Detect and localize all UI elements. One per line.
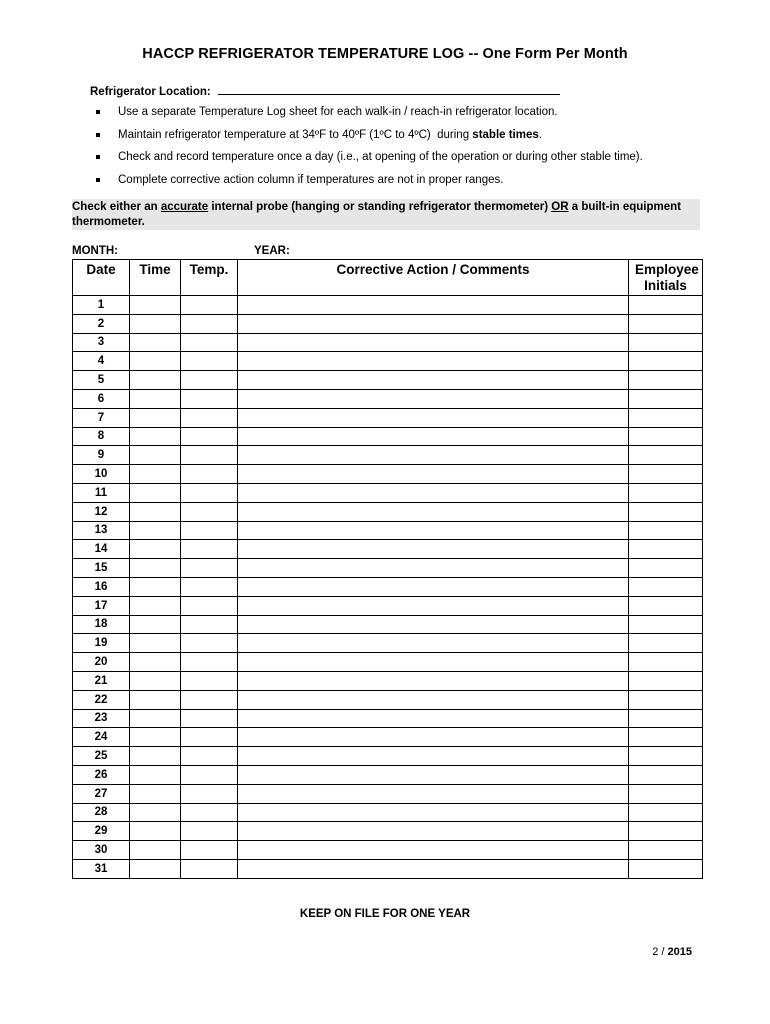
initials-cell[interactable]	[629, 577, 703, 596]
date-cell: 8	[73, 427, 130, 446]
initials-cell[interactable]	[629, 784, 703, 803]
corrective-action-cell[interactable]	[238, 465, 629, 484]
time-cell[interactable]	[130, 841, 181, 860]
temp-cell[interactable]	[181, 408, 238, 427]
date-cell: 30	[73, 841, 130, 860]
time-cell[interactable]	[130, 577, 181, 596]
temp-cell[interactable]	[181, 822, 238, 841]
footer-revision: 2 / 2015	[652, 946, 692, 958]
temp-cell[interactable]	[181, 728, 238, 747]
temp-cell[interactable]	[181, 653, 238, 672]
year-label: YEAR:	[254, 245, 290, 257]
corrective-action-cell[interactable]	[238, 483, 629, 502]
temp-cell[interactable]	[181, 765, 238, 784]
time-cell[interactable]	[130, 634, 181, 653]
table-row	[73, 653, 703, 672]
table-row	[73, 709, 703, 728]
location-label: Refrigerator Location:	[90, 86, 211, 98]
list-item: Check and record temperature once a day (i.e., at opening of the operation or during other stable time).	[93, 150, 643, 173]
initials-cell[interactable]	[629, 446, 703, 465]
table-row	[73, 465, 703, 484]
list-item: Complete corrective action column if temperatures are not in proper ranges.	[93, 173, 643, 196]
corrective-action-cell[interactable]	[238, 728, 629, 747]
bullet-square-icon	[96, 110, 100, 114]
initials-cell[interactable]	[629, 389, 703, 408]
time-cell[interactable]	[130, 333, 181, 352]
time-cell[interactable]	[130, 540, 181, 559]
time-cell[interactable]	[130, 690, 181, 709]
initials-cell[interactable]	[629, 296, 703, 315]
date-cell: 29	[73, 822, 130, 841]
initials-cell[interactable]	[629, 822, 703, 841]
temp-cell[interactable]	[181, 596, 238, 615]
temp-cell[interactable]	[181, 859, 238, 878]
corrective-action-cell[interactable]	[238, 822, 629, 841]
table-row	[73, 634, 703, 653]
table-row	[73, 502, 703, 521]
bullet-square-icon	[96, 133, 100, 137]
date-cell: 16	[73, 577, 130, 596]
date-cell: 12	[73, 502, 130, 521]
thermometer-notice: Check either an accurate internal probe (hanging or standing refrigerator thermometer) OR a built-in equipment thermometer.	[72, 199, 700, 230]
time-cell[interactable]	[130, 389, 181, 408]
refrigerator-location-field	[90, 83, 560, 98]
date-cell: 28	[73, 803, 130, 822]
time-cell[interactable]	[130, 371, 181, 390]
date-cell: 20	[73, 653, 130, 672]
table-row	[73, 728, 703, 747]
table-row	[73, 671, 703, 690]
table-row	[73, 822, 703, 841]
date-cell: 4	[73, 352, 130, 371]
temp-cell[interactable]	[181, 690, 238, 709]
time-cell[interactable]	[130, 615, 181, 634]
corrective-action-cell[interactable]	[238, 747, 629, 766]
time-cell[interactable]	[130, 559, 181, 578]
initials-cell[interactable]	[629, 747, 703, 766]
table-row	[73, 765, 703, 784]
temp-cell[interactable]	[181, 521, 238, 540]
initials-cell[interactable]	[629, 690, 703, 709]
temperature-log-table	[72, 259, 703, 879]
time-cell[interactable]	[130, 483, 181, 502]
header-date: Date	[73, 260, 130, 296]
corrective-action-cell[interactable]	[238, 296, 629, 315]
list-item: Maintain refrigerator temperature at 34ºF to 40ºF (1ºC to 4ºC) during stable times.	[93, 128, 643, 151]
table-row	[73, 803, 703, 822]
table-row	[73, 408, 703, 427]
date-cell: 17	[73, 596, 130, 615]
initials-cell[interactable]	[629, 859, 703, 878]
table-row	[73, 841, 703, 860]
corrective-action-cell[interactable]	[238, 502, 629, 521]
initials-cell[interactable]	[629, 314, 703, 333]
date-cell: 3	[73, 333, 130, 352]
temp-cell[interactable]	[181, 465, 238, 484]
table-row	[73, 296, 703, 315]
temp-cell[interactable]	[181, 577, 238, 596]
temp-cell[interactable]	[181, 483, 238, 502]
time-cell[interactable]	[130, 765, 181, 784]
corrective-action-cell[interactable]	[238, 352, 629, 371]
corrective-action-cell[interactable]	[238, 408, 629, 427]
corrective-action-cell[interactable]	[238, 371, 629, 390]
initials-cell[interactable]	[629, 615, 703, 634]
initials-cell[interactable]	[629, 521, 703, 540]
initials-cell[interactable]	[629, 596, 703, 615]
table-row	[73, 446, 703, 465]
initials-cell[interactable]	[629, 559, 703, 578]
month-label: MONTH:	[72, 245, 118, 257]
corrective-action-cell[interactable]	[238, 765, 629, 784]
time-cell[interactable]	[130, 653, 181, 672]
table-row	[73, 615, 703, 634]
initials-cell[interactable]	[629, 371, 703, 390]
date-cell: 10	[73, 465, 130, 484]
time-cell[interactable]	[130, 822, 181, 841]
date-cell: 19	[73, 634, 130, 653]
initials-cell[interactable]	[629, 483, 703, 502]
initials-cell[interactable]	[629, 671, 703, 690]
time-cell[interactable]	[130, 427, 181, 446]
date-cell: 6	[73, 389, 130, 408]
table-row	[73, 577, 703, 596]
date-cell: 22	[73, 690, 130, 709]
time-cell[interactable]	[130, 408, 181, 427]
date-cell: 7	[73, 408, 130, 427]
table-row	[73, 784, 703, 803]
corrective-action-cell[interactable]	[238, 784, 629, 803]
temp-cell[interactable]	[181, 540, 238, 559]
time-cell[interactable]	[130, 521, 181, 540]
corrective-action-cell[interactable]	[238, 690, 629, 709]
date-cell: 11	[73, 483, 130, 502]
table-row	[73, 389, 703, 408]
date-cell: 14	[73, 540, 130, 559]
initials-cell[interactable]	[629, 841, 703, 860]
temp-cell[interactable]	[181, 671, 238, 690]
temp-cell[interactable]	[181, 389, 238, 408]
keep-on-file-note: KEEP ON FILE FOR ONE YEAR	[299, 908, 471, 920]
temp-cell[interactable]	[181, 634, 238, 653]
temp-cell[interactable]	[181, 841, 238, 860]
time-cell[interactable]	[130, 502, 181, 521]
corrective-action-cell[interactable]	[238, 521, 629, 540]
date-cell: 21	[73, 671, 130, 690]
table-row	[73, 333, 703, 352]
initials-cell[interactable]	[629, 709, 703, 728]
corrective-action-cell[interactable]	[238, 596, 629, 615]
corrective-action-cell[interactable]	[238, 559, 629, 578]
temp-cell[interactable]	[181, 314, 238, 333]
date-cell: 5	[73, 371, 130, 390]
initials-cell[interactable]	[629, 653, 703, 672]
temp-cell[interactable]	[181, 709, 238, 728]
date-cell: 15	[73, 559, 130, 578]
header-corrective-action: Corrective Action / Comments	[238, 260, 629, 296]
header-time: Time	[130, 260, 181, 296]
date-cell: 27	[73, 784, 130, 803]
time-cell[interactable]	[130, 671, 181, 690]
corrective-action-cell[interactable]	[238, 427, 629, 446]
time-cell[interactable]	[130, 709, 181, 728]
table-row	[73, 690, 703, 709]
bullet-square-icon	[96, 155, 100, 159]
temp-cell[interactable]	[181, 352, 238, 371]
initials-cell[interactable]	[629, 333, 703, 352]
initials-cell[interactable]	[629, 502, 703, 521]
time-cell[interactable]	[130, 446, 181, 465]
list-item: Use a separate Temperature Log sheet for each walk-in / reach-in refrigerator location.	[93, 105, 643, 128]
date-cell: 1	[73, 296, 130, 315]
time-cell[interactable]	[130, 784, 181, 803]
date-cell: 2	[73, 314, 130, 333]
initials-cell[interactable]	[629, 352, 703, 371]
initials-cell[interactable]	[629, 803, 703, 822]
initials-cell[interactable]	[629, 634, 703, 653]
corrective-action-cell[interactable]	[238, 671, 629, 690]
date-cell: 31	[73, 859, 130, 878]
corrective-action-cell[interactable]	[238, 653, 629, 672]
corrective-action-cell[interactable]	[238, 634, 629, 653]
location-input-line[interactable]	[218, 83, 560, 95]
table-row	[73, 859, 703, 878]
date-cell: 24	[73, 728, 130, 747]
bullet-square-icon	[96, 178, 100, 182]
header-temp: Temp.	[181, 260, 238, 296]
page-title: HACCP REFRIGERATOR TEMPERATURE LOG -- One Form Per Month	[142, 46, 628, 62]
time-cell[interactable]	[130, 314, 181, 333]
temp-cell[interactable]	[181, 803, 238, 822]
table-row	[73, 352, 703, 371]
corrective-action-cell[interactable]	[238, 446, 629, 465]
temp-cell[interactable]	[181, 296, 238, 315]
table-row	[73, 596, 703, 615]
corrective-action-cell[interactable]	[238, 859, 629, 878]
initials-cell[interactable]	[629, 427, 703, 446]
time-cell[interactable]	[130, 728, 181, 747]
time-cell[interactable]	[130, 296, 181, 315]
corrective-action-cell[interactable]	[238, 333, 629, 352]
time-cell[interactable]	[130, 465, 181, 484]
corrective-action-cell[interactable]	[238, 540, 629, 559]
temp-cell[interactable]	[181, 502, 238, 521]
table-row	[73, 521, 703, 540]
table-row	[73, 559, 703, 578]
corrective-action-cell[interactable]	[238, 615, 629, 634]
initials-cell[interactable]	[629, 465, 703, 484]
initials-cell[interactable]	[629, 728, 703, 747]
table-row	[73, 371, 703, 390]
corrective-action-cell[interactable]	[238, 803, 629, 822]
temp-cell[interactable]	[181, 747, 238, 766]
date-cell: 23	[73, 709, 130, 728]
corrective-action-cell[interactable]	[238, 577, 629, 596]
date-cell: 13	[73, 521, 130, 540]
temp-cell[interactable]	[181, 333, 238, 352]
temp-cell[interactable]	[181, 371, 238, 390]
time-cell[interactable]	[130, 803, 181, 822]
initials-cell[interactable]	[629, 540, 703, 559]
corrective-action-cell[interactable]	[238, 841, 629, 860]
instructions-list	[93, 105, 643, 195]
header-employee-initials: Employee Initials	[629, 260, 703, 296]
date-cell: 25	[73, 747, 130, 766]
date-cell: 18	[73, 615, 130, 634]
initials-cell[interactable]	[629, 765, 703, 784]
temp-cell[interactable]	[181, 427, 238, 446]
corrective-action-cell[interactable]	[238, 314, 629, 333]
date-cell: 9	[73, 446, 130, 465]
temp-cell[interactable]	[181, 559, 238, 578]
temp-cell[interactable]	[181, 784, 238, 803]
time-cell[interactable]	[130, 596, 181, 615]
table-row	[73, 747, 703, 766]
temp-cell[interactable]	[181, 446, 238, 465]
table-row	[73, 314, 703, 333]
table-row	[73, 540, 703, 559]
time-cell[interactable]	[130, 859, 181, 878]
time-cell[interactable]	[130, 352, 181, 371]
corrective-action-cell[interactable]	[238, 389, 629, 408]
date-cell: 26	[73, 765, 130, 784]
table-row	[73, 483, 703, 502]
corrective-action-cell[interactable]	[238, 709, 629, 728]
time-cell[interactable]	[130, 747, 181, 766]
initials-cell[interactable]	[629, 408, 703, 427]
table-row	[73, 427, 703, 446]
temp-cell[interactable]	[181, 615, 238, 634]
